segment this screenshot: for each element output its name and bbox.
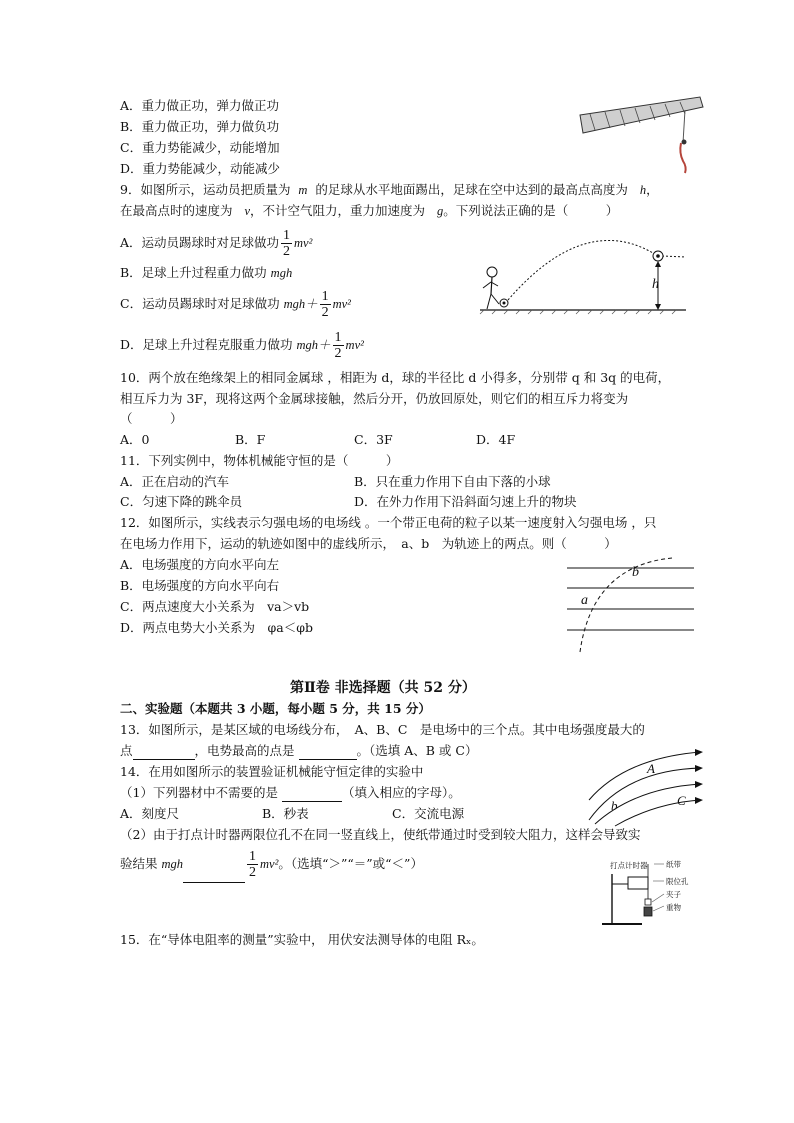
q10-option-b: B．F	[235, 432, 266, 447]
part2-title: 第Ⅱ卷 非选择题（共 52 分）	[290, 680, 476, 696]
q10-stem-line3: （ ）	[120, 411, 183, 426]
q12-stem-line1: 12．如图所示，实线表示匀强电场的电场线 。一个带正电荷的粒子以某一速度射入匀强电场 ，只	[120, 515, 657, 530]
fraction-half: $\frac{1}{2}$	[249, 849, 257, 880]
answer-blank[interactable]	[282, 785, 342, 802]
q14-result-line: 验结果 mgh $\frac{1}{2}$ mv²。（选填“＞”“＝”或“＜”）	[120, 846, 423, 883]
q12-option-c: C．两点速度大小关系为 va＞vb	[120, 599, 310, 614]
fraction-half: $\frac{1}{2}$	[283, 228, 291, 259]
q8-option-b: B．重力做正功，弹力做负功	[120, 119, 280, 134]
weight-label: 重物	[666, 903, 681, 912]
q9-stem-line1: 9．如图所示，运动员把质量为 m 的足球从水平地面踢出，足球在空中达到的最高点高度为 h，	[120, 182, 659, 197]
answer-blank[interactable]	[299, 743, 357, 760]
height-label: h	[652, 277, 659, 292]
q11-option-c: C．匀速下降的跳伞员	[120, 494, 243, 509]
q8-option-c: C．重力势能减少，动能增加	[120, 140, 280, 155]
answer-blank[interactable]	[133, 743, 195, 760]
q8-option-d: D．重力势能减少，动能减少	[120, 161, 281, 176]
q12-stem-line2: 在电场力作用下，运动的轨迹如图中的虚线所示， a、b 为轨迹上的两点。则（ ）	[120, 536, 617, 551]
q14-sub1: （1）下列器材中不需要的是 （填入相应的字母）。	[120, 785, 461, 800]
q13-stem-line1: 13．如图所示，是某区域的电场线分布， A、B、C 是电场中的三个点。其中电场强度最大的	[120, 722, 645, 737]
q9-option-c: C．运动员踢球时对足球做功 mgh＋ $\frac{1}{2}$ mv²	[120, 289, 351, 320]
fraction-half: $\frac{1}{2}$	[321, 289, 329, 320]
q9-option-d: D．足球上升过程克服重力做功 mgh＋ $\frac{1}{2}$ mv²	[120, 330, 364, 361]
tape-label: 纸带	[666, 860, 681, 869]
q12-option-a: A．电场强度的方向水平向左	[120, 557, 280, 572]
q8-option-a: A．重力做正功，弹力做正功	[120, 98, 280, 113]
timer-label: 打点计时器	[610, 861, 648, 870]
football-trajectory-figure	[476, 240, 691, 315]
q9-stem-line2: 在最高点时的速度为 v，不计空气阻力，重力加速度为 g。下列说法正确的是（ ）	[120, 203, 619, 218]
q14-option-a: A．刻度尺	[120, 806, 180, 821]
limit-hole-label: 限位孔	[666, 877, 689, 886]
bungee-jump-figure	[575, 95, 705, 175]
q10-option-c: C．3F	[354, 432, 393, 447]
point-a-label: a	[581, 593, 588, 608]
apparatus-figure	[598, 854, 710, 936]
clip-label: 夹子	[666, 890, 681, 899]
q14-option-c: C．交流电源	[392, 806, 465, 821]
q14-sub2: （2）由于打点计时器两限位孔不在同一竖直线上，使纸带通过时受到较大阻力，这样会导致实	[120, 827, 641, 842]
fraction-half: $\frac{1}{2}$	[334, 330, 342, 361]
q13-stem-line2: 点 ，电势最高的点是 。（选填 A、B 或 C）	[120, 743, 478, 758]
section-heading: 二、实验题（本题共 3 小题，每小题 5 分，共 15 分）	[120, 701, 431, 716]
q10-stem-line1: 10．两个放在绝缘架上的相同金属球 ，相距为 d，球的半径比 d 小得多，分别带 q 和 3q 的电荷，	[120, 370, 671, 385]
q12-option-d: D．两点电势大小关系为 φa＜φb	[120, 620, 313, 635]
q14-stem: 14．在用如图所示的装置验证机械能守恒定律的实验中	[120, 764, 424, 779]
q11-option-d: D．在外力作用下沿斜面匀速上升的物块	[354, 494, 577, 509]
q11-stem: 11．下列实例中，物体机械能守恒的是（ ）	[120, 453, 399, 468]
point-a-label: A	[647, 761, 655, 776]
q9-option-b: B．足球上升过程重力做功 mgh	[120, 265, 293, 280]
point-b-label: b	[611, 798, 618, 813]
q11-option-a: A．正在启动的汽车	[120, 474, 230, 489]
q10-option-a: A．0	[120, 432, 150, 447]
answer-blank[interactable]	[183, 846, 245, 883]
q10-option-d: D．4F	[476, 432, 516, 447]
uniform-field-figure	[562, 556, 697, 656]
q12-option-b: B．电场强度的方向水平向右	[120, 578, 280, 593]
field-lines-figure	[585, 748, 705, 826]
q11-option-b: B．只在重力作用下自由下落的小球	[354, 474, 551, 489]
q10-stem-line2: 相互斥力为 3F，现将这两个金属球接触，然后分开，仍放回原处，则它们的相互斥力将变为	[120, 391, 629, 406]
q15-stem: 15．在“导体电阻率的测量”实验中， 用伏安法测导体的电阻 Rₓ。	[120, 932, 484, 947]
q14-option-b: B．秒表	[262, 806, 309, 821]
point-c-label: C	[677, 793, 686, 808]
q9-option-a: A．运动员踢球时对足球做功 $\frac{1}{2}$ mv²	[120, 228, 313, 259]
point-b-label: b	[632, 565, 639, 580]
